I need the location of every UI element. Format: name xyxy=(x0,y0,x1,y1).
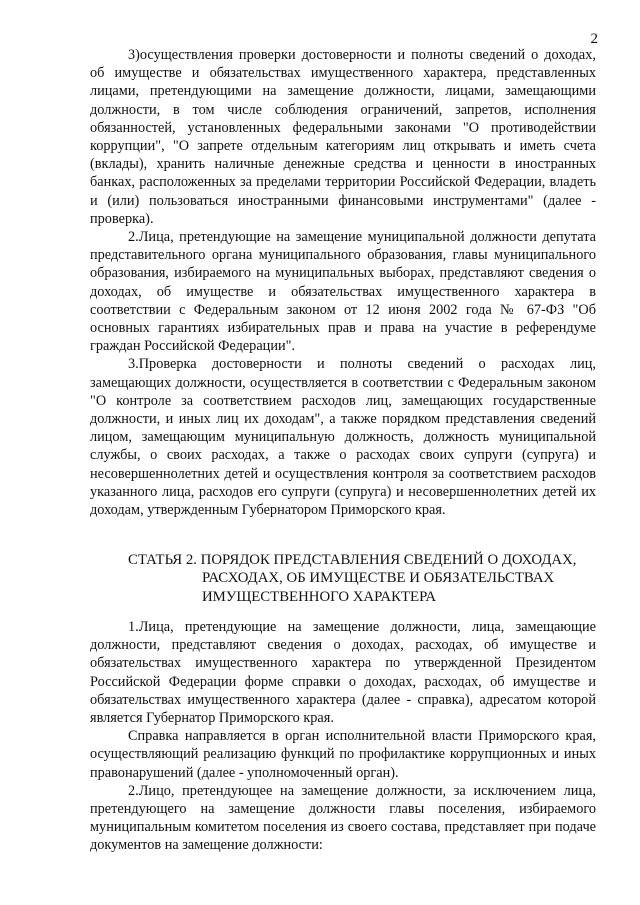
page-number: 2 xyxy=(590,31,598,47)
paragraph-3-verification: 3)осуществления проверки достоверности и полноты сведений о доходах, об имуществе и обязательствах имущественного характера, представленных лицами, претендующими на замещение должности, лицами, замещающими должности, в том числе соблюдения ограничений, запретов, исполнения обязанностей, установленных федеральными законами "О противодействии коррупции", "О запрете отдельным категориям лиц открывать и иметь счета (вклады), хранить наличные денежные средства и ценности в иностранных банках, расположенных за пределами территории Российской Федерации, владеть и (или) пользоваться иностранными финансовыми инструментами" (далее - проверка). xyxy=(90,47,596,227)
paragraph-3-expense-verification: 3.Проверка достоверности и полноты сведений о расходах лиц, замещающих должности, осуществляется в соответствии с Федеральным законом "О контроле за соответствием расходов лиц, замещающих государственные должности, и иных лиц их доходам", а также порядком представления сведений лицом, замещающим муниципальную должность, должность муниципальной службы, о своих расходах, а также о расходах своих супруги (супруга) и несовершеннолетних детей и осуществления контроля за соответствием расходов указанного лица, расходов его супруги (супруга) и несовершеннолетних детей их доходам, утвержденным Губернатором Приморского края. xyxy=(90,356,596,519)
document-body xyxy=(90,46,596,855)
article-2-paragraph-reference: Справка направляется в орган исполнительной власти Приморского края, осуществляющий реализацию функций по профилактике коррупционных и иных правонарушений (далее - уполномоченный орган). xyxy=(90,728,596,781)
article-heading-line-3: ИМУЩЕСТВЕННОГО ХАРАКТЕРА xyxy=(202,588,437,605)
article-2-heading xyxy=(90,551,596,606)
article-heading-line-1: СТАТЬЯ 2. ПОРЯДОК ПРЕДСТАВЛЕНИЯ СВЕДЕНИЙ О ДОХОДАХ, xyxy=(128,552,577,569)
article-2-paragraph-2: 2.Лицо, претендующее на замещение должности, за исключением лица, претендующего на замещение должности главы поселения, избираемого муниципальным комитетом поселения из своего состава, представляет при подаче документов на замещение должности: xyxy=(90,782,596,854)
article-heading-line-2: РАСХОДАХ, ОБ ИМУЩЕСТВЕ И ОБЯЗАТЕЛЬСТВАХ xyxy=(202,570,555,587)
article-2-paragraph-1: 1.Лица, претендующие на замещение должности, лица, замещающие должности, представляют сведения о доходах, расходах, об имуществе и обязательствах имущественного характера по утвержденной Президентом Российской Федерации форме справки о доходах, расходах, об имуществе и обязательствах имущественного характера (далее - справка), адресатом которой является Губернатор Приморского края. xyxy=(90,618,596,726)
paragraph-2-candidates-municipal-office: 2.Лица, претендующие на замещение муниципальной должности депутата представительного органа муниципального образования, главы муниципального образования, избираемого на муниципальных выборах, представляют сведения о доходах, об имуществе и обязательствах имущественного характера в соответствии с Федеральным законом от 12 июня 2002 года № 67-ФЗ "Об основных гарантиях избирательных прав и права на участие в референдуме граждан Российской Федерации". xyxy=(90,229,596,355)
